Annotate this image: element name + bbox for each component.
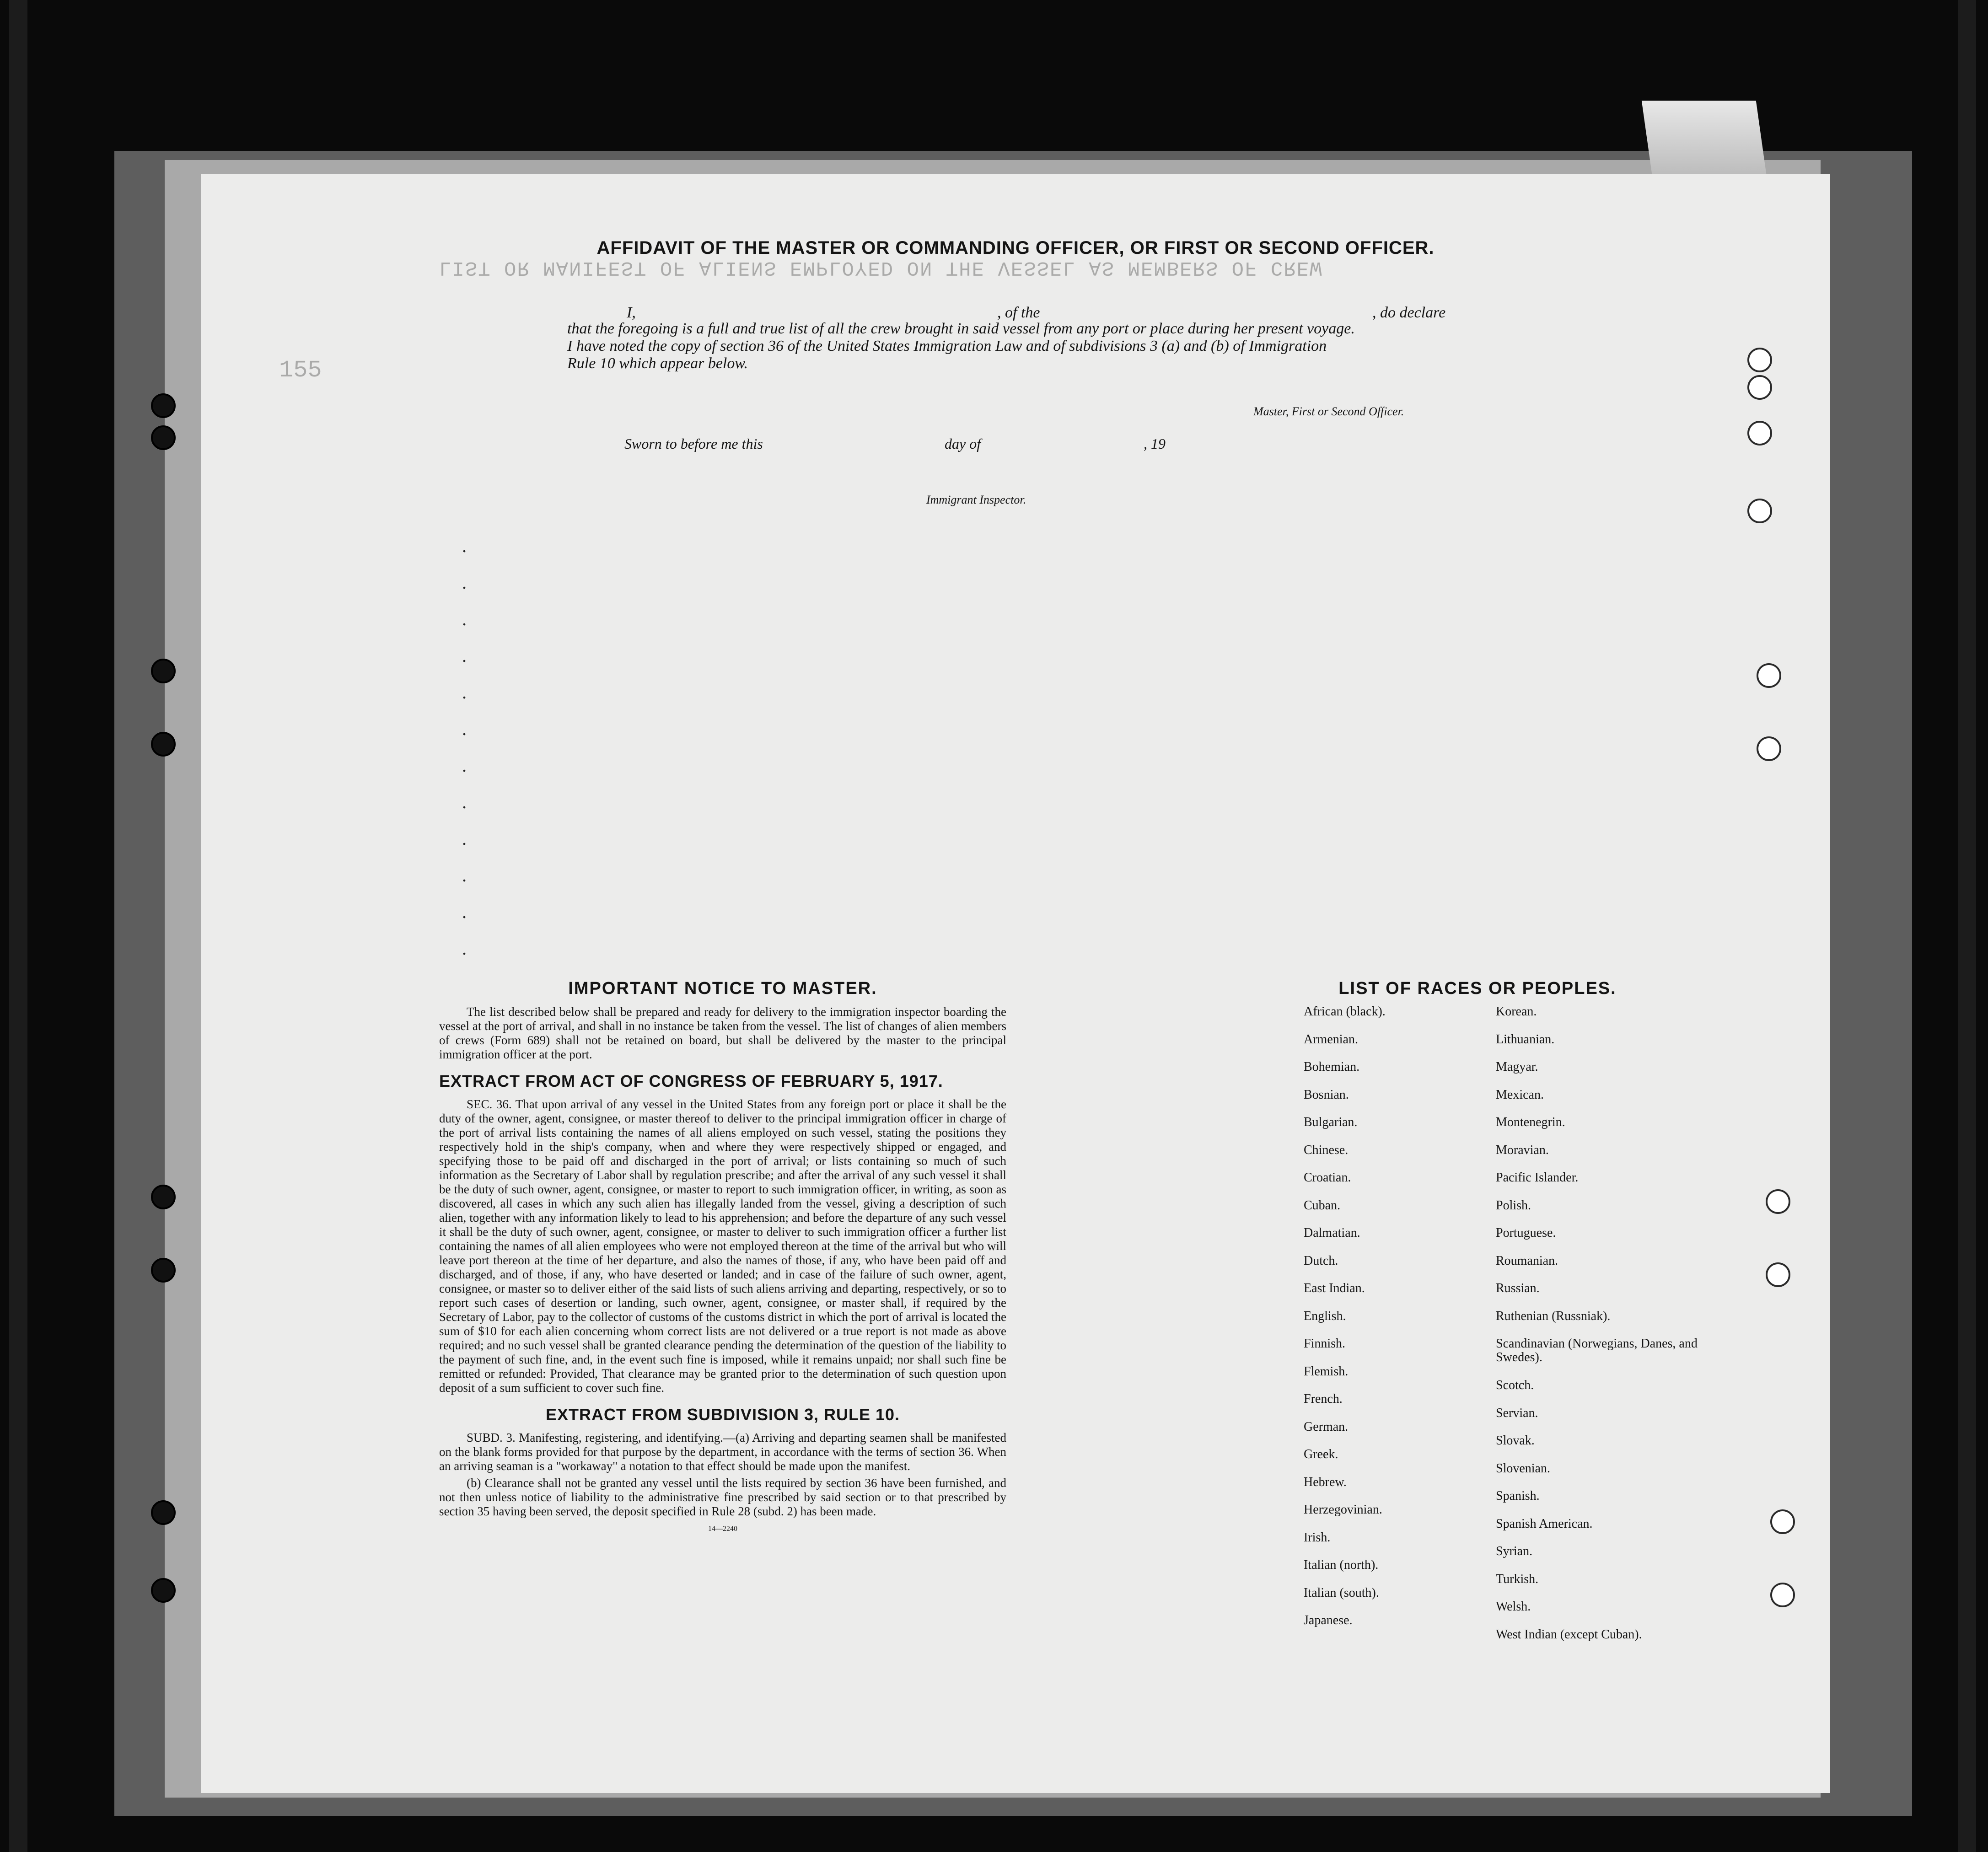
punch-hole <box>151 425 176 450</box>
punch-hole <box>1747 421 1772 446</box>
race-item: Polish. <box>1496 1198 1531 1213</box>
stray-mark: . <box>462 938 467 959</box>
race-item: Mexican. <box>1496 1087 1544 1102</box>
race-item: Magyar. <box>1496 1060 1538 1074</box>
race-item: Lithuanian. <box>1496 1032 1555 1047</box>
stray-mark: . <box>462 828 467 849</box>
race-item: Chinese. <box>1304 1143 1349 1157</box>
race-item: Armenian. <box>1304 1032 1358 1047</box>
race-item: Cuban. <box>1304 1198 1341 1213</box>
race-item: Slovak. <box>1496 1433 1535 1448</box>
punch-hole <box>151 1578 176 1603</box>
race-item: Turkish. <box>1496 1572 1539 1586</box>
races-grid <box>1226 1005 1729 1645</box>
affidavit-title: AFFIDAVIT OF THE MASTER OR COMMANDING OFFICER, OR FIRST OR SECOND OFFICER. <box>596 238 1435 258</box>
race-item: Bulgarian. <box>1304 1115 1358 1129</box>
punch-hole <box>1757 663 1781 688</box>
stray-mark: . <box>462 645 467 666</box>
film-edge-right <box>1958 0 1976 1852</box>
affidavit-line-3: I have noted the copy of section 36 of the United States Immigration Law and of subdivisions 3 (a) and (b) of Immigration <box>567 338 1327 354</box>
race-item: Dalmatian. <box>1304 1226 1360 1240</box>
race-item: Croatian. <box>1304 1170 1351 1185</box>
race-item: Korean. <box>1496 1004 1537 1019</box>
affidavit-i-label: I, <box>627 304 636 321</box>
race-item: Syrian. <box>1496 1544 1533 1558</box>
punch-hole <box>1757 736 1781 761</box>
stray-mark: . <box>462 792 467 812</box>
punch-hole <box>151 1500 176 1525</box>
year-label: , 19 <box>1144 435 1166 452</box>
punch-hole <box>151 393 176 418</box>
stray-mark: . <box>462 682 467 703</box>
punch-hole <box>151 1258 176 1283</box>
document-page <box>201 174 1830 1793</box>
race-item: Pacific Islander. <box>1496 1170 1579 1185</box>
race-item: Herzegovinian. <box>1304 1503 1382 1517</box>
race-item: English. <box>1304 1309 1346 1323</box>
race-item: Moravian. <box>1496 1143 1549 1157</box>
race-item: West Indian (except Cuban). <box>1496 1627 1642 1642</box>
race-item: Flemish. <box>1304 1364 1349 1379</box>
affidavit-line-2: that the foregoing is a full and true list of all the crew brought in said vessel from any port or place during her present voyage. <box>567 320 1355 337</box>
stray-mark: . <box>462 755 467 776</box>
race-item: Servian. <box>1496 1406 1538 1420</box>
race-item: Dutch. <box>1304 1253 1338 1268</box>
punch-hole <box>1747 499 1772 523</box>
race-item: Scotch. <box>1496 1378 1534 1392</box>
form-code: 14—2240 <box>708 1525 737 1533</box>
punch-hole <box>151 732 176 757</box>
film-edge-left <box>9 0 27 1852</box>
master-signature-label: Master, First or Second Officer. <box>1253 405 1404 418</box>
punch-hole <box>1766 1189 1790 1214</box>
races-column <box>1226 979 1729 1645</box>
rule-extract-title: EXTRACT FROM SUBDIVISION 3, RULE 10. <box>545 1405 900 1424</box>
race-item: Bosnian. <box>1304 1087 1349 1102</box>
punch-hole <box>1747 375 1772 400</box>
act-extract-title: EXTRACT FROM ACT OF CONGRESS OF FEBRUARY 5, 1917. <box>439 1072 943 1090</box>
stray-mark: . <box>462 536 467 556</box>
bleed-through-header: LIST OR MANIFEST OF ALIENS EMPLOYED ON THE VESSEL AS MEMBERS OF CREW <box>439 256 1323 279</box>
race-item: African (black). <box>1304 1004 1386 1019</box>
race-item: Irish. <box>1304 1530 1331 1545</box>
race-item: Finnish. <box>1304 1337 1346 1351</box>
stray-mark: . <box>462 609 467 629</box>
rule-para-b: (b) Clearance shall not be granted any vessel until the lists required by section 36 have been furnished, and not then unless notice of liability to the administrative fine prescribed by said section or to that prescribed by section 35 having been served, the deposit specified in Rule 28 (subd. 2) has been made. <box>439 1476 1006 1518</box>
race-item: Greek. <box>1304 1447 1338 1461</box>
race-item: Montenegrin. <box>1496 1115 1565 1129</box>
race-item: Ruthenian (Russniak). <box>1496 1309 1611 1323</box>
race-item: Italian (south). <box>1304 1585 1379 1600</box>
affidavit-of-the: , of the <box>997 304 1040 321</box>
race-item: Hebrew. <box>1304 1475 1347 1489</box>
rule-para-a: SUBD. 3. Manifesting, registering, and identifying.—(a) Arriving and departing seamen shall be manifested on the blank forms provided for that purpose by the department, in accordance with the terms of section 36. When an arriving seaman is a "workaway" a notation to that effect should be made upon the manifest. <box>439 1431 1006 1473</box>
race-item: Scandinavian (Norwegians, Danes, and Swedes). <box>1496 1337 1698 1364</box>
race-item: Spanish. <box>1496 1489 1540 1503</box>
affidavit-do-declare: , do declare <box>1372 304 1446 321</box>
race-item: Slovenian. <box>1496 1461 1550 1476</box>
affidavit-line-4: Rule 10 which appear below. <box>567 355 748 372</box>
notice-column <box>439 979 1006 1533</box>
inspector-signature-label: Immigrant Inspector. <box>926 493 1026 506</box>
race-item: Bohemian. <box>1304 1060 1360 1074</box>
race-item: Italian (north). <box>1304 1558 1379 1572</box>
race-item: German. <box>1304 1419 1349 1434</box>
page-edges <box>1642 101 1766 174</box>
race-item: Roumanian. <box>1496 1253 1558 1268</box>
punch-hole <box>1770 1583 1795 1607</box>
race-item: Japanese. <box>1304 1613 1353 1627</box>
punch-hole <box>1747 348 1772 372</box>
race-item: Welsh. <box>1496 1600 1531 1614</box>
act-extract-body: SEC. 36. That upon arrival of any vessel in the United States from any foreign port or place it shall be the duty of the owner, agent, consignee, or master thereof to deliver to the principal immigration officer in charge of the port of arrival lists containing the names of all aliens employed on such vessel, stating the positions they respectively hold in the ship's company, when and where they were respectively shipped or engaged, and specifying those to be paid off and discharged in the port of arrival; or lists containing so much of such information as the Secretary of Labor shall by regulation prescribe; and after the arrival of any such vessel it shall be the duty of such owner, agent, consignee, or master to report to such immigration officer, in writing, as soon as discovered, all cases in which any such alien has illegally landed from the vessel, giving a description of such alien, together with any information likely to lead to his apprehension; and before the departure of any such vessel it shall be the duty of such owner, agent, consignee, or master to deliver to such immigration officer a further list containing the names of all alien employees who were not employed thereon at the time of the arrival but who will leave port thereon at the time of her departure, and also the names of those, if any, who have been paid off and discharged, and of those, if any, who have deserted or landed; and in case of the failure of such owner, agent, consignee, or master so to deliver either of the said lists of such aliens arriving and departing, respectively, or so to report such cases of desertion or landing, such owner, agent, consignee, or master shall, if required by the Secretary of Labor, pay to the collector of customs of the customs district in which the port of arrival is located the sum of $10 for each alien concerning whom correct lists are not delivered or a true report is not made as above required; and no such vessel shall be granted clearance pending the determination of the question of the liability to the payment of such fine, and, in the event such fine is imposed, while it remains unpaid; nor shall such fine be remitted or refunded: Provided, That clearance may be granted prior to the determination of such question upon deposit of a sum sufficient to cover such fine. <box>439 1097 1006 1395</box>
stray-mark: . <box>462 572 467 593</box>
punch-hole <box>151 1185 176 1209</box>
sworn-label: Sworn to before me this <box>624 435 763 452</box>
races-title: LIST OF RACES OR PEOPLES. <box>1338 979 1617 998</box>
race-item: East Indian. <box>1304 1281 1365 1295</box>
stray-mark: . <box>462 719 467 739</box>
race-item: Russian. <box>1496 1281 1540 1295</box>
punch-hole <box>151 659 176 683</box>
race-item: Spanish American. <box>1496 1516 1593 1531</box>
stray-mark: . <box>462 902 467 922</box>
notice-title: IMPORTANT NOTICE TO MASTER. <box>568 979 877 998</box>
punch-hole <box>1770 1509 1795 1534</box>
notice-body: The list described below shall be prepared and ready for delivery to the immigration inspector boarding the vessel at the port of arrival, and shall in no instance be taken from the vessel. The list of changes of alien members of crews (Form 689) shall not be retained on board, but shall be delivered by the master to the principal immigration officer at the port. <box>439 1005 1006 1061</box>
races-list-right <box>1496 1005 1734 1655</box>
race-item: French. <box>1304 1392 1343 1406</box>
bleed-through-page-number: 155 <box>279 357 322 384</box>
stray-mark: . <box>462 865 467 886</box>
race-item: Portuguese. <box>1496 1226 1556 1240</box>
punch-hole <box>1766 1262 1790 1287</box>
day-of-label: day of <box>945 435 981 452</box>
